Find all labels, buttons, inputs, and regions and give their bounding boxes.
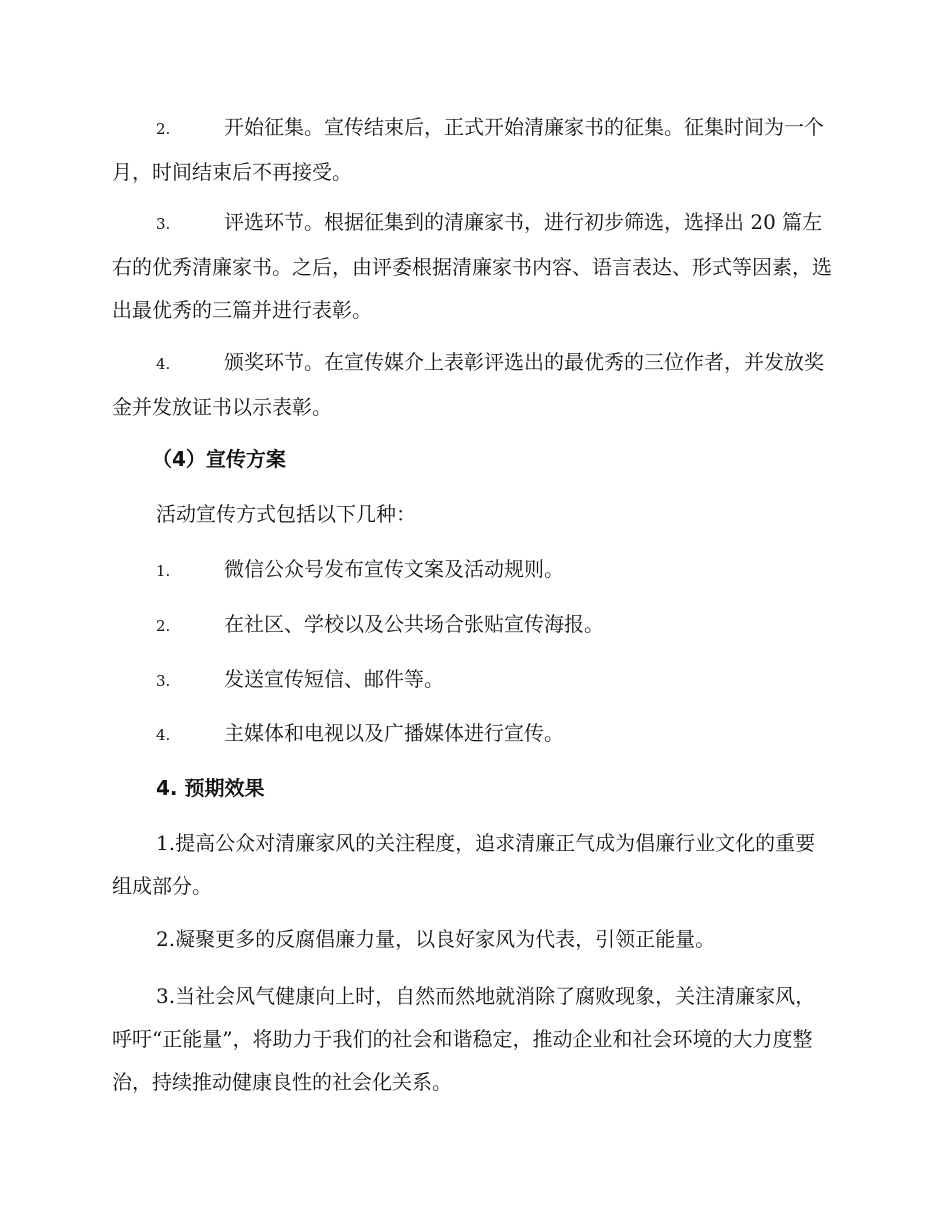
effect-paragraph-1: 1.提高公众对清廉家风的关注程度，追求清廉正气成为倡廉行业文化的重要组成部分。 — [112, 831, 816, 898]
paragraph-text: 评选环节。根据征集到的清廉家书，进行初步筛选，选择出 20 篇左右的优秀清廉家书。之后，由评委根据清廉家书内容、语言表达、形式等因素，选出最优秀的三篇并进行表彰。 — [112, 210, 832, 322]
list-item — [112, 603, 834, 648]
list-item — [112, 712, 834, 757]
list-item-text: 发送宣传短信、邮件等。 — [224, 667, 444, 691]
paragraph-text: 开始征集。宣传结束后，正式开始清廉家书的征集。征集时间为一个月，时间结束后不再接受。 — [112, 115, 824, 184]
effect-paragraph-2: 2.凝聚更多的反腐倡廉力量，以良好家风为代表，引领正能量。 — [156, 927, 716, 951]
list-item-number: 4. — [156, 726, 171, 744]
paragraph-start-collection — [112, 106, 834, 194]
list-item-text: 主媒体和电视以及广播媒体进行宣传。 — [224, 721, 564, 745]
list-item-number: 3. — [156, 672, 171, 690]
paragraph-number: 4. — [156, 355, 171, 373]
list-item — [112, 548, 834, 593]
list-item-number: 1. — [156, 562, 171, 580]
publicity-intro: 活动宣传方式包括以下几种： — [156, 502, 416, 526]
paragraph-text: 颁奖环节。在宣传媒介上表彰评选出的最优秀的三位作者，并发放奖金并发放证书以示表彰。 — [112, 350, 824, 419]
paragraph-number: 3. — [156, 215, 171, 233]
paragraph-number: 2. — [156, 120, 171, 138]
paragraph-award — [112, 341, 834, 429]
list-item-number: 2. — [156, 617, 171, 635]
section-heading-expected-effects: 4. 预期效果 — [156, 776, 265, 800]
paragraph-selection — [112, 201, 834, 332]
effect-paragraph-3: 3.当社会风气健康向上时，自然而然地就消除了腐败现象，关注清廉家风，呼吁“正能量”，将助力于我们的社会和谐稳定，推动企业和社会环境的大力度整治，持续推动健康良性的社会化关系。 — [112, 984, 816, 1094]
list-item — [112, 658, 834, 703]
list-item-text: 在社区、学校以及公共场合张贴宣传海报。 — [224, 612, 604, 636]
list-item-text: 微信公众号发布宣传文案及活动规则。 — [224, 557, 564, 581]
section-heading-publicity: （4）宣传方案 — [152, 447, 286, 471]
